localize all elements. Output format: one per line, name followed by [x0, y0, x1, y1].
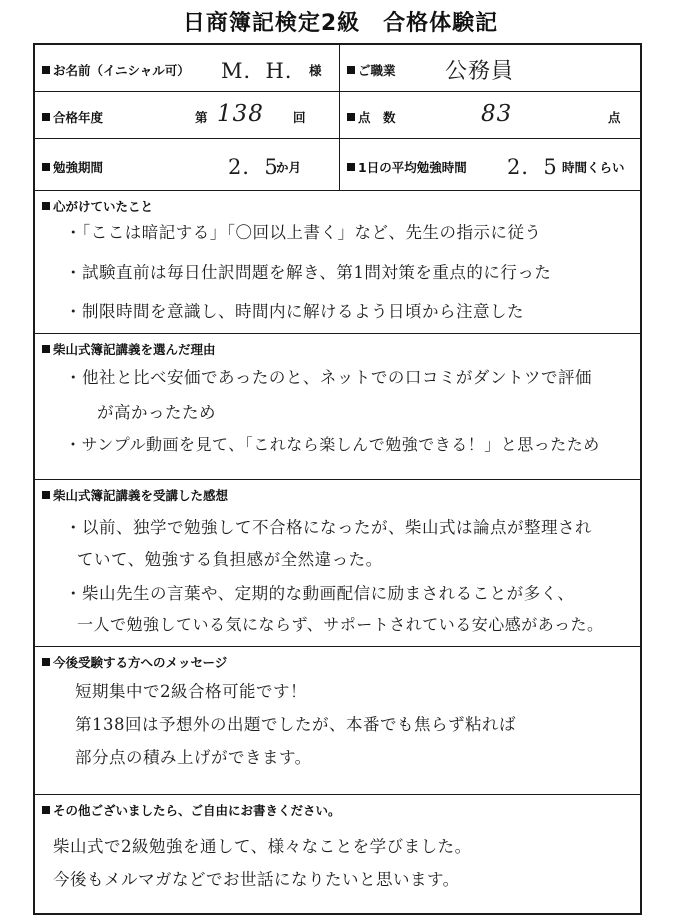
square-bullet-icon	[42, 113, 50, 121]
pass-round-value: 138	[217, 101, 264, 127]
column-divider	[339, 92, 340, 138]
square-bullet-icon	[42, 202, 50, 210]
column-divider	[339, 139, 340, 190]
impression-line: ・以前、独学で勉強して不合格になったが、柴山式は論点が整理され	[65, 518, 592, 537]
section-tips	[35, 191, 640, 334]
impression-label: 柴山式簿記講義を受講した感想	[53, 488, 229, 503]
experience-form	[33, 43, 642, 915]
name-value: M．H．	[221, 59, 307, 83]
row-round-score	[35, 92, 640, 139]
daily-hours-label: 1日の平均勉強時間	[358, 160, 467, 175]
other-line: 柴山式で2級勉強を通して、様々なことを学びました。	[53, 837, 472, 856]
impression-line: 一人で勉強している気にならず、サポートされている安心感があった。	[77, 615, 604, 634]
square-bullet-icon	[42, 66, 50, 74]
message-line: 第138回は予想外の出題でしたが、本番でも焦らず粘れば	[75, 715, 516, 734]
reason-line: ・他社と比べ安価であったのと、ネットでの口コミがダントツで評価	[65, 368, 592, 387]
reason-label: 柴山式簿記講義を選んだ理由	[53, 342, 216, 357]
tips-line: ・試験直前は毎日仕訳問題を解き、第1問対策を重点的に行った	[65, 263, 552, 282]
tips-line: ・「ここは暗記する」「〇回以上書く」など、先生の指示に従う	[65, 223, 542, 242]
tips-line: ・制限時間を意識し、時間内に解けるよう日頃から注意した	[65, 302, 524, 321]
score-value: 83	[481, 101, 513, 127]
row-period-hours	[35, 139, 640, 191]
pass-round-label: 合格年度	[53, 110, 104, 125]
impression-line: ・柴山先生の言葉や、定期的な動画配信に励まされることが多く、	[65, 584, 575, 603]
square-bullet-icon	[42, 491, 50, 499]
other-line: 今後もメルマガなどでお世話になりたいと思います。	[53, 870, 460, 889]
study-period-value: 2．5	[228, 155, 279, 179]
study-period-suffix: か月	[276, 160, 302, 175]
column-divider	[339, 45, 340, 91]
section-reason	[35, 334, 640, 480]
square-bullet-icon	[42, 163, 50, 171]
row-name-occupation	[35, 45, 640, 92]
name-label: お名前（イニシャル可）	[53, 63, 190, 78]
page-title: 日商簿記検定2級 合格体験記	[182, 11, 499, 36]
daily-hours-value: 2．5	[507, 155, 558, 179]
occupation-label: ご職業	[358, 63, 396, 78]
name-suffix: 様	[309, 63, 322, 78]
reason-line: ・サンプル動画を見て、「これなら楽しんで勉強できる！」と思ったため	[65, 435, 600, 454]
score-suffix: 点	[608, 110, 621, 125]
section-impression	[35, 480, 640, 647]
square-bullet-icon	[347, 66, 355, 74]
pass-round-suffix: 回	[293, 110, 306, 125]
square-bullet-icon	[42, 806, 50, 814]
square-bullet-icon	[347, 163, 355, 171]
section-message	[35, 647, 640, 795]
square-bullet-icon	[42, 658, 50, 666]
daily-hours-suffix: 時間くらい	[562, 160, 625, 175]
message-line: 短期集中で2級合格可能です！	[75, 682, 307, 701]
pass-round-prefix: 第	[195, 110, 208, 125]
square-bullet-icon	[42, 345, 50, 353]
message-label: 今後受験する方へのメッセージ	[53, 655, 228, 670]
square-bullet-icon	[347, 113, 355, 121]
section-other	[35, 795, 640, 913]
score-label: 点 数	[358, 110, 396, 125]
tips-label: 心がけていたこと	[53, 199, 154, 214]
impression-line: ていて、勉強する負担感が全然違った。	[77, 550, 383, 569]
message-line: 部分点の積み上げができます。	[75, 748, 312, 767]
occupation-value: 公務員	[445, 59, 515, 84]
study-period-label: 勉強期間	[53, 160, 104, 175]
other-label: その他ございましたら、ご自由にお書きください。	[53, 803, 341, 818]
reason-line: が高かったため	[97, 403, 216, 422]
